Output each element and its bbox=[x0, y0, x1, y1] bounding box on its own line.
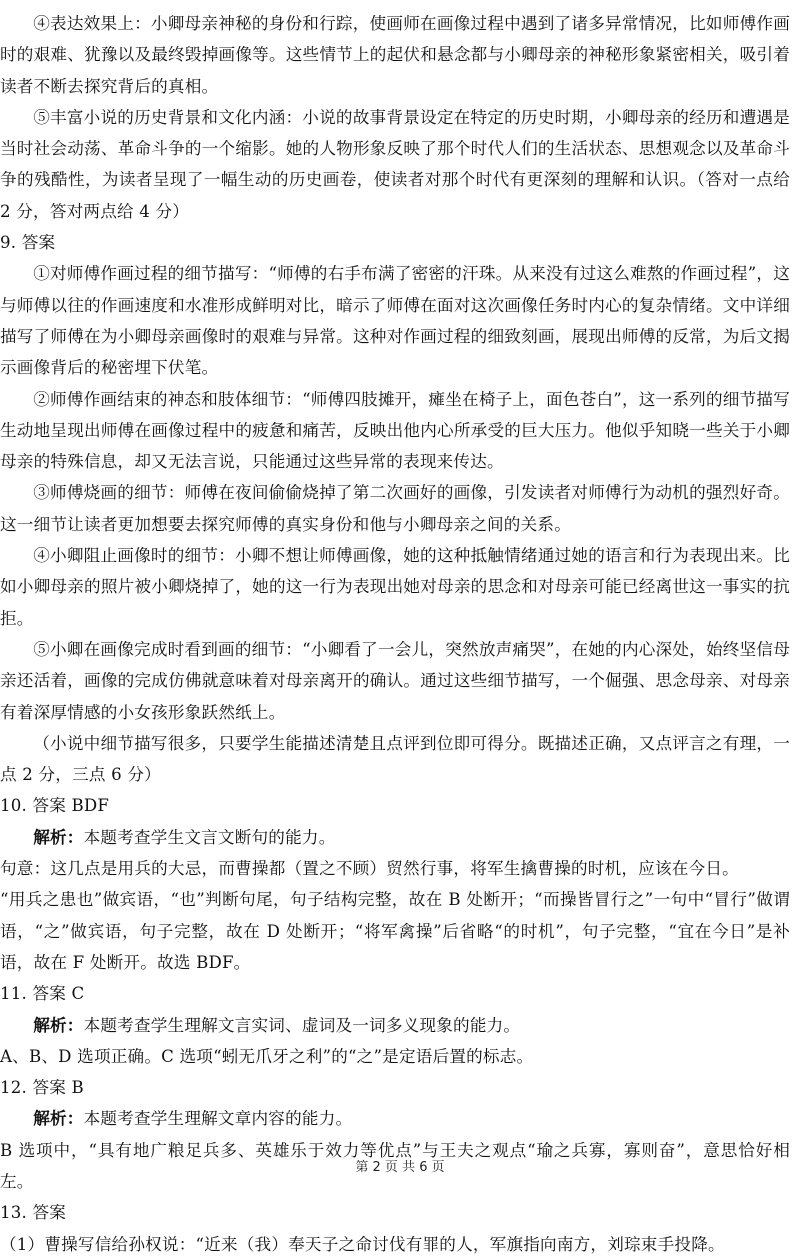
paragraph-text: 句意：这几点是用兵的大忌，而曹操都（置之不顾）贸然行事，将军生擒曹操的时机，应该在今日。 bbox=[0, 859, 739, 879]
paragraph bbox=[0, 728, 790, 791]
paragraph bbox=[0, 634, 790, 728]
paragraph-text: A、B、D 选项正确。C 选项“蚓无爪牙之利”的“之”是定语后置的标志。 bbox=[0, 1046, 534, 1066]
paragraph bbox=[0, 978, 790, 1009]
paragraph bbox=[0, 853, 790, 884]
paragraph-text: ③师傅烧画的细节：师傅在夜间偷偷烧掉了第二次画好的画像，引发读者对师傅行为动机的强烈好奇。这一细节让读者更加想要去探究师傅的真实身份和他与小卿母亲之间的关系。 bbox=[0, 483, 790, 534]
page-footer: 第 2 页 共 6 页 bbox=[355, 1160, 445, 1175]
paragraph bbox=[0, 1041, 790, 1072]
paragraph-text: B 选项中，“具有地广粮足兵多、英雄乐于效力等优点”与王夫之观点“瑜之兵寡，寡则奋”，意思恰好相左。 bbox=[0, 1140, 790, 1191]
analysis-label: 解析： bbox=[33, 826, 84, 847]
paragraph bbox=[0, 384, 790, 478]
paragraph-text: 12. 答案 B bbox=[0, 1078, 84, 1098]
paragraph-text: 本题考查学生理解文言实词、虚词及一词多义现象的能力。 bbox=[83, 1015, 521, 1035]
paragraph-text: ④小卿阻止画像时的细节：小卿不想让师傅画像，她的这种抵触情绪通过她的语言和行为表现出来。比如小卿母亲的照片被小卿烧掉了，她的这一行为表现出她对母亲的思念和对母亲可能已经离世这一事实的抗拒。 bbox=[0, 546, 790, 628]
paragraph bbox=[0, 822, 790, 853]
paragraph-text: ⑤小卿在画像完成时看到画的细节：“小卿看了一会儿，突然放声痛哭”，在她的内心深处，始终坚信母亲还活着，画像的完成仿佛就意味着对母亲离开的确认。通过这些细节描写，一个倔强、思念母亲、对母亲有着深厚情感的小女孩形象跃然纸上。 bbox=[0, 639, 790, 722]
paragraph-text: 11. 答案 C bbox=[0, 984, 85, 1004]
paragraph bbox=[0, 477, 790, 540]
paragraph-text: ④表达效果上：小卿母亲神秘的身份和行踪，使画师在画像过程中遇到了诸多异常情况，比如师傅作画时的艰难、犹豫以及最终毁掉画像等。这些情节上的起伏和悬念都与小卿母亲的神秘形象紧密相关，吸引着读者不断去探究背后的真相。 bbox=[0, 14, 790, 96]
paragraph bbox=[0, 790, 790, 821]
paragraph-text: ⑤丰富小说的历史背景和文化内涵：小说的故事背景设定在特定的历史时期，小卿母亲的经历和遭遇是当时社会动荡、革命斗争的一个缩影。她的人物形象反映了那个时代人们的生活状态、思想观念以及革命斗争的残酷性，为读者呈现了一幅生动的历史画卷，使读者对那个时代有更深刻的理解和认识。（答对一点给 2 分，答对两点给 4 分） bbox=[0, 107, 790, 221]
paragraph bbox=[0, 8, 790, 102]
paragraph-text: 本题考查学生文言文断句的能力。 bbox=[83, 827, 336, 847]
paragraph bbox=[0, 1197, 790, 1228]
answer-text-body bbox=[0, 8, 790, 1260]
paragraph bbox=[0, 258, 790, 383]
paragraph bbox=[0, 1229, 790, 1260]
paragraph-text: 本题考查学生理解文章内容的能力。 bbox=[83, 1109, 353, 1129]
paragraph bbox=[0, 540, 790, 634]
paragraph-text: （小说中细节描写很多，只要学生能描述清楚且点评到位即可得分。既描述正确，又点评言之有理，一点 2 分，三点 6 分） bbox=[0, 733, 790, 785]
analysis-label: 解析： bbox=[33, 1014, 84, 1035]
paragraph bbox=[0, 1103, 790, 1134]
analysis-label: 解析： bbox=[33, 1108, 84, 1129]
paragraph-text: 10. 答案 BDF bbox=[0, 796, 110, 816]
paragraph-text: 9. 答案 bbox=[0, 233, 56, 253]
paragraph-text: （1）曹操写信给孙权说：“近来（我）奉天子之命讨伐有罪的人，军旗指向南方，刘琮束手投降。 bbox=[0, 1234, 725, 1254]
paragraph-text: ②师傅作画结束的神态和肢体细节：“师傅四肢摊开，瘫坐在椅子上，面色苍白”，这一系列的细节描写生动地呈现出师傅在画像过程中的疲惫和痛苦，反映出他内心所承受的巨大压力。他似乎知晓一些关于小卿母亲的特殊信息，却又无法言说，只能通过这些异常的表现来传达。 bbox=[0, 389, 790, 472]
paragraph bbox=[0, 1072, 790, 1103]
paragraph-text: “用兵之患也”做宾语，“也”判断句尾，句子结构完整，故在 B 处断开；“而操皆冒行之”一句中“冒行”做谓语，“之”做宾语，句子完整，故在 D 处断开；“将军禽操”后省略“的时机”，句子完整，“宜在今日”是补语，故在 F 处断开。故选 BDF。 bbox=[0, 890, 790, 972]
paragraph bbox=[0, 1010, 790, 1041]
paragraph-text: 13. 答案 bbox=[0, 1203, 67, 1223]
paragraph bbox=[0, 102, 790, 227]
paragraph bbox=[0, 884, 790, 978]
paragraph-text: ①对师傅作画过程的细节描写：“师傅的右手布满了密密的汗珠。从来没有过这么难熬的作画过程”，这与师傅以往的作画速度和水准形成鲜明对比，暗示了师傅在面对这次画像任务时内心的复杂情绪。文中详细描写了师傅在为小卿母亲画像时的艰难与异常。这种对作画过程的细致刻画，展现出师傅的反常，为后文揭示画像背后的秘密埋下伏笔。 bbox=[0, 264, 790, 378]
paragraph bbox=[0, 227, 790, 258]
